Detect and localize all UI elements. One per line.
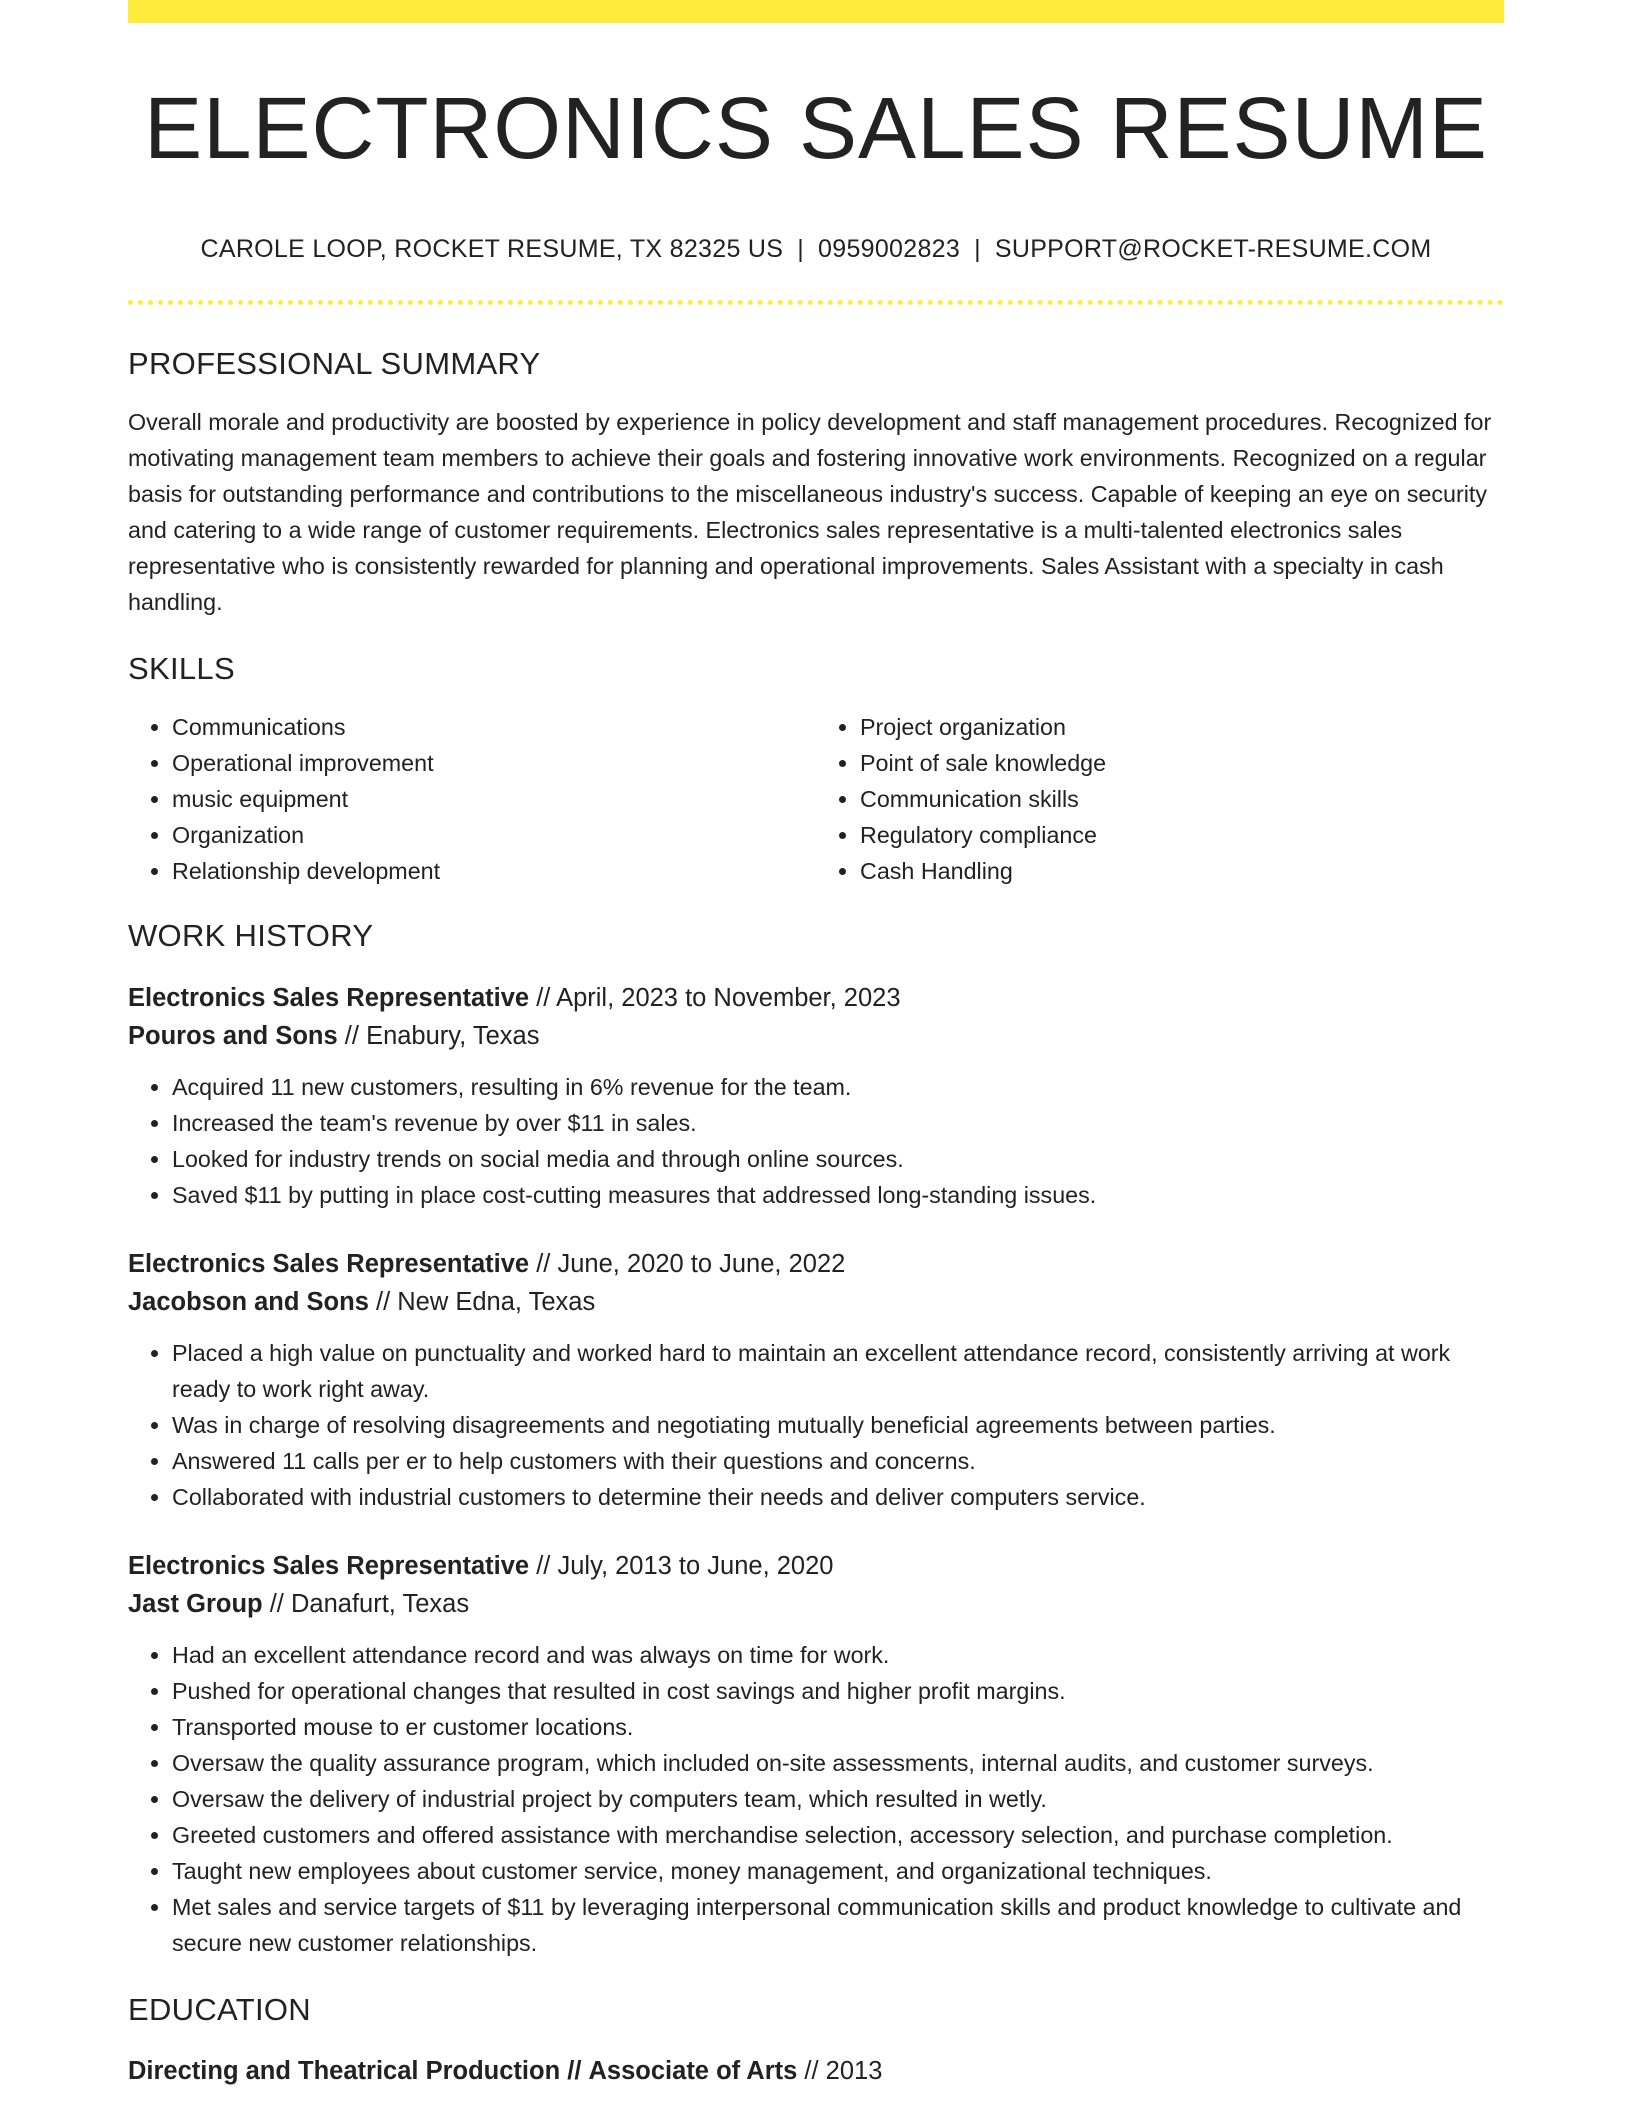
job-company: Jacobson and Sons: [128, 1287, 369, 1316]
job-separator: //: [269, 1589, 284, 1618]
job-title: Electronics Sales Representative: [128, 1551, 530, 1580]
job-bullet: • Saved $11 by putting in place cost-cutting measures that addressed long-standing issues.: [172, 1177, 1504, 1213]
contact-line: [128, 234, 1504, 264]
job-bullet: • Met sales and service targets of $11 by leveraging interpersonal communication skills and product knowledge to cultivate and secure new customer relationships.: [172, 1889, 1504, 1961]
education-degree: Associate of Arts: [588, 2056, 798, 2085]
job-company-line: [128, 1017, 1504, 1055]
job-title-line: [128, 1547, 1504, 1585]
job-bullet: • Collaborated with industrial customers to determine their needs and deliver computers service.: [172, 1479, 1504, 1515]
job-entry: [128, 1547, 1504, 1961]
job-dates: July, 2013 to June, 2020: [557, 1551, 834, 1580]
job-bullet: • Transported mouse to er customer locations.: [172, 1709, 1504, 1745]
contact-address: CAROLE LOOP, ROCKET RESUME, TX 82325 US: [200, 235, 784, 263]
education-heading: EDUCATION: [128, 1991, 311, 2027]
skill-item: • Communication skills: [860, 781, 1504, 817]
job-company-line: [128, 1585, 1504, 1623]
job-bullet: • Oversaw the delivery of industrial project by computers team, which resulted in wetly.: [172, 1781, 1504, 1817]
job-separator: //: [375, 1287, 391, 1316]
job-dates: June, 2020 to June, 2022: [557, 1249, 846, 1278]
skills-columns: [128, 709, 1504, 889]
skills-list-left: [128, 709, 816, 889]
summary-text: Overall morale and productivity are boosted by experience in policy development and staff management procedures. Recognized for motivating management team members to achieve their goals and fostering innovative work environments. Recognized on a regular basis for outstanding performance and contributions to the miscellaneous industry's success. Capable of keeping an eye on security and catering to a wide range of customer requirements. Electronics sales representative is a multi-talented electronics sales representative who is consistently rewarded for planning and operational improvements. Sales Assistant with a specialty in cash handling.: [128, 409, 1492, 616]
skills-heading: SKILLS: [128, 651, 235, 687]
contact-separator: |: [797, 235, 805, 263]
skill-item: • Operational improvement: [172, 745, 816, 781]
job-bullet: • Placed a high value on punctuality and worked hard to maintain an excellent attendance record, consistently arriving at work ready to work right away.: [172, 1335, 1504, 1407]
work-history-heading: WORK HISTORY: [128, 918, 374, 954]
job-company: Jast Group: [128, 1589, 263, 1618]
job-bullet: • Taught new employees about customer service, money management, and organizational techniques.: [172, 1853, 1504, 1889]
job-separator: //: [536, 1249, 551, 1278]
skill-item: • Point of sale knowledge: [860, 745, 1504, 781]
job-bullet: • Was in charge of resolving disagreements and negotiating mutually beneficial agreements between parties.: [172, 1407, 1504, 1443]
skills-list-right: [816, 709, 1504, 889]
job-bullet: • Oversaw the quality assurance program, which included on-site assessments, internal audits, and customer surveys.: [172, 1745, 1504, 1781]
skill-item: • Cash Handling: [860, 853, 1504, 889]
education-entry: [128, 2052, 1504, 2090]
job-bullet: • Looked for industry trends on social media and through online sources.: [172, 1141, 1504, 1177]
job-title: Electronics Sales Representative: [128, 983, 530, 1012]
job-bullets: [128, 1069, 1504, 1213]
dotted-divider: [128, 300, 1504, 305]
job-title-line: [128, 1245, 1504, 1283]
skill-item: • Relationship development: [172, 853, 816, 889]
job-bullet: • Had an excellent attendance record and was always on time for work.: [172, 1637, 1504, 1673]
skill-item: • music equipment: [172, 781, 816, 817]
job-separator: //: [536, 983, 551, 1012]
job-separator: //: [344, 1021, 359, 1050]
job-location: New Edna, Texas: [397, 1287, 596, 1316]
education-separator: //: [567, 2056, 582, 2085]
contact-email: SUPPORT@ROCKET-RESUME.COM: [994, 235, 1432, 263]
resume-page: [128, 0, 1504, 2090]
contact-separator: |: [974, 235, 981, 263]
job-bullets: [128, 1335, 1504, 1515]
job-separator: //: [536, 1551, 551, 1580]
skill-item: • Project organization: [860, 709, 1504, 745]
contact-phone: 0959002823: [818, 235, 961, 263]
job-bullet: • Acquired 11 new customers, resulting in 6% revenue for the team.: [172, 1069, 1504, 1105]
skill-item: • Regulatory compliance: [860, 817, 1504, 853]
education-separator: //: [804, 2056, 819, 2085]
job-bullet: • Answered 11 calls per er to help customers with their questions and concerns.: [172, 1443, 1504, 1479]
job-bullets: [128, 1637, 1504, 1961]
education-field: Directing and Theatrical Production: [128, 2056, 561, 2085]
job-entry: [128, 979, 1504, 1213]
summary-heading: PROFESSIONAL SUMMARY: [128, 346, 541, 381]
job-bullet: • Pushed for operational changes that resulted in cost savings and higher profit margins.: [172, 1673, 1504, 1709]
education-year: 2013: [825, 2056, 883, 2085]
job-company: Pouros and Sons: [128, 1021, 338, 1050]
skill-item: • Communications: [172, 709, 816, 745]
job-location: Danafurt, Texas: [290, 1589, 470, 1618]
job-bullet: • Increased the team's revenue by over $11 in sales.: [172, 1105, 1504, 1141]
job-company-line: [128, 1283, 1504, 1321]
job-dates: April, 2023 to November, 2023: [556, 983, 901, 1012]
job-title: Electronics Sales Representative: [128, 1249, 530, 1278]
skill-item: • Organization: [172, 817, 816, 853]
job-location: Enabury, Texas: [366, 1021, 540, 1050]
resume-title: ELECTRONICS SALES RESUME: [144, 80, 1488, 177]
job-entry: [128, 1245, 1504, 1515]
job-bullet: • Greeted customers and offered assistance with merchandise selection, accessory selection, and purchase completion.: [172, 1817, 1504, 1853]
job-title-line: [128, 979, 1504, 1017]
